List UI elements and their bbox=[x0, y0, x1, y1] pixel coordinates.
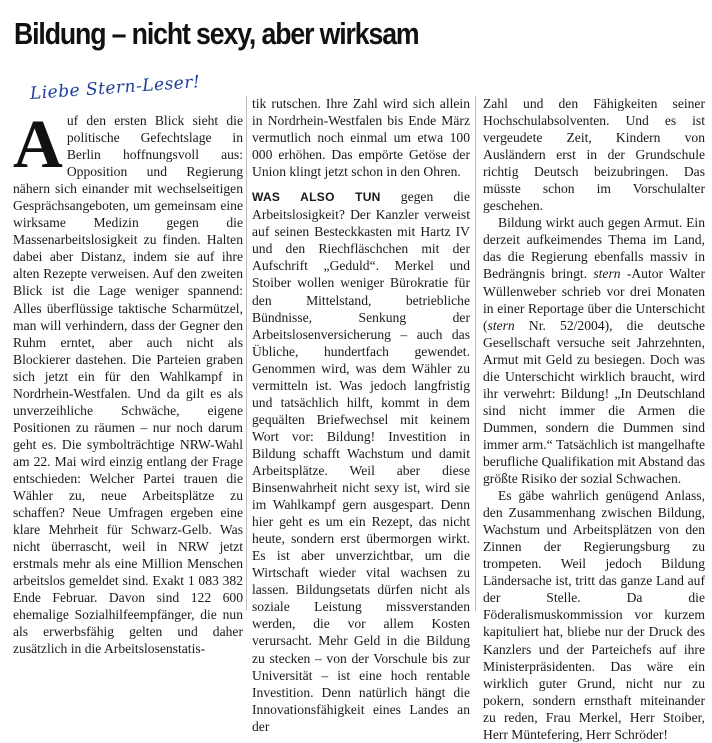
headline: Bildung – nicht sexy, aber wirksam bbox=[14, 16, 419, 51]
paragraph-text: Bildung wirkt auch gegen Armut. Ein derzeit aufkeimendes Thema im Land, das die Regierung ebenfalls massiv in Bedrängnis bringt. bbox=[483, 215, 705, 282]
paragraph bbox=[483, 214, 705, 487]
drop-cap: A bbox=[13, 106, 63, 182]
paragraph: tik rutschen. Ihre Zahl wird sich allein in Nordrhein-Westfalen bis Ende März vermutlich noch einmal um etwa 100 000 erhöhen. Das empörte Getöse der Union klingt jetzt schon in den Ohren. bbox=[252, 96, 470, 180]
article-column-2 bbox=[252, 95, 470, 735]
magazine-name: stern bbox=[487, 317, 515, 333]
paragraph-text: uf den ersten Blick sieht die politische Gefechtslage in Berlin hoffnungsvoll aus: Opposition und Regierung nähern sich einander mit wechselseitigen Gesprächsangeboten, um gemeinsam eine wirksame Medizin gegen die Massenarbeitslosigkeit zu finden. Halten dabei aber Distanz, indem sie auf ihre alten Rezepte verweisen. Auf den zweiten Blick ist die Lage weniger spannend: Alles überflüssige taktische Scharmützel, man will verhindern, dass der Gegner den Ruhm erntet, aber auch nicht als Blockierer dastehen. Die Parteien graben sich jetzt ein für den Wahlkampf in Nordrhein-Westfalen. Und da gilt es als unverzeihliche Schwäche, eigene Positionen zu räumen – nur noch darum geht es. Die symbolträchtige NRW-Wahl am 22. Mai wird einzig entlang der Frage entschieden: Welcher Partei trauen die Wähler zu, neue Arbeitsplätze zu schaffen? Neue Umfragen ergeben eine klare Mehrheit für Schwarz-Gelb. Was nicht überrascht, weil in NRW jetzt erstmals mehr als eine Million Menschen arbeitslos gemeldet sind. Exakt 1 083 382 Ende Februar. Davon sind 122 600 ehemalige Sozialhilfeempfänger, die nun als erwerbsfähig gelten und daher zusätzlich in die Arbeitslosenstatis- bbox=[13, 113, 243, 657]
paragraph-text: Nr. 52/2004), die deutsche Gesellschaft versuche seit Jahrzehnten, Armut mit Geld zu besiegen. Doch was die Unterschicht wirklich braucht, wird ihr verwehrt: Bildung! „In Deutschland sind nicht immer die Armen die Dummen, sondern die Dummen sind immer arm.“ Tatsächlich ist mangelhafte berufliche Qualifikation mit Abstand das größte Risiko der sozial Schwachen. bbox=[483, 317, 705, 487]
column-divider bbox=[246, 96, 247, 611]
column-divider bbox=[475, 96, 476, 611]
magazine-name: stern bbox=[593, 266, 621, 282]
handwritten-greeting: Liebe Stern-Leser! bbox=[29, 72, 201, 104]
paragraph bbox=[252, 188, 470, 735]
paragraph-text: -Autor Walter Wüllenweber schrieb vor drei Monaten in einer Reportage über die Unterschicht ( bbox=[483, 266, 705, 333]
article-column-3 bbox=[483, 95, 705, 743]
paragraph: Es gäbe wahrlich genügend Anlass, den Zusammenhang zwischen Bildung, Wachstum und Arbeitsplätzen von den Zinnen der Regierungsburg zu trompeten. Weil jedoch Bildung Ländersache ist, tritt das ganze Land auf der Stelle. Da die Föderalismuskommission vor kurzem kapituliert hat, bliebe nur der Druck des Kanzlers und der Parteichefs auf ihre Ministerpräsidenten. Das wäre ein wirklich guter Grund, nicht nur zu pokern, sondern ernsthaft miteinander zu reden, Frau Merkel, Herr Stoiber, Herr Müntefering, Herr Schröder! bbox=[483, 488, 705, 742]
paragraph-text: gegen die Arbeitslosigkeit? Der Kanzler verweist auf seinen Besteckkasten mit Hartz IV und den Riechfläschchen mit der Aufschrift „Geduld“. Merkel und Stoiber wollen weniger Bürokratie für den Mittelstand, betriebliche Bündnisse, Senkung der Arbeitslosenversicherung – auch das Übliche, hundertfach gewendet. Genommen wird, was dem Wähler zu vermitteln ist. Was jedoch langfristig und tatsächlich hilft, kommt in dem gequälten Briefwechsel mit keinem Wort vor: Bildung! Investition in Bildung schafft Wachstum und damit Arbeitsplätze. Weil aber diese Binsenwahrheit nicht sexy ist, wird sie im Wahlkampf gern ausgespart. Denn hier geht es um ein Rezept, das nicht heute, sondern erst übermorgen wirkt. Es ist aber unverzichtbar, um die Wirtschaft wieder vital wachsen zu lassen. Bildungsetats dürfen nicht als soziale Leistung missverstanden werden, die vor allem Kosten verursacht. Mehr Geld in die Bildung zu stecken – von der Vorschule bis zur Universität – ist eine hoch rentable Investition. Denn natürlich hängt die Innovationsfähigkeit eines Landes an der bbox=[252, 189, 470, 734]
paragraph bbox=[13, 106, 243, 658]
section-lead: WAS ALSO TUN bbox=[252, 190, 381, 205]
article-column-1 bbox=[13, 106, 243, 658]
paragraph: Zahl und den Fähigkeiten seiner Hochschulabsolventen. Und es ist vergeudete Zeit, Kindern von Ausländern erst in der Grundschule richtig Deutsch beizubringen. Das müsste schon im Vorschulalter geschehen. bbox=[483, 96, 705, 214]
